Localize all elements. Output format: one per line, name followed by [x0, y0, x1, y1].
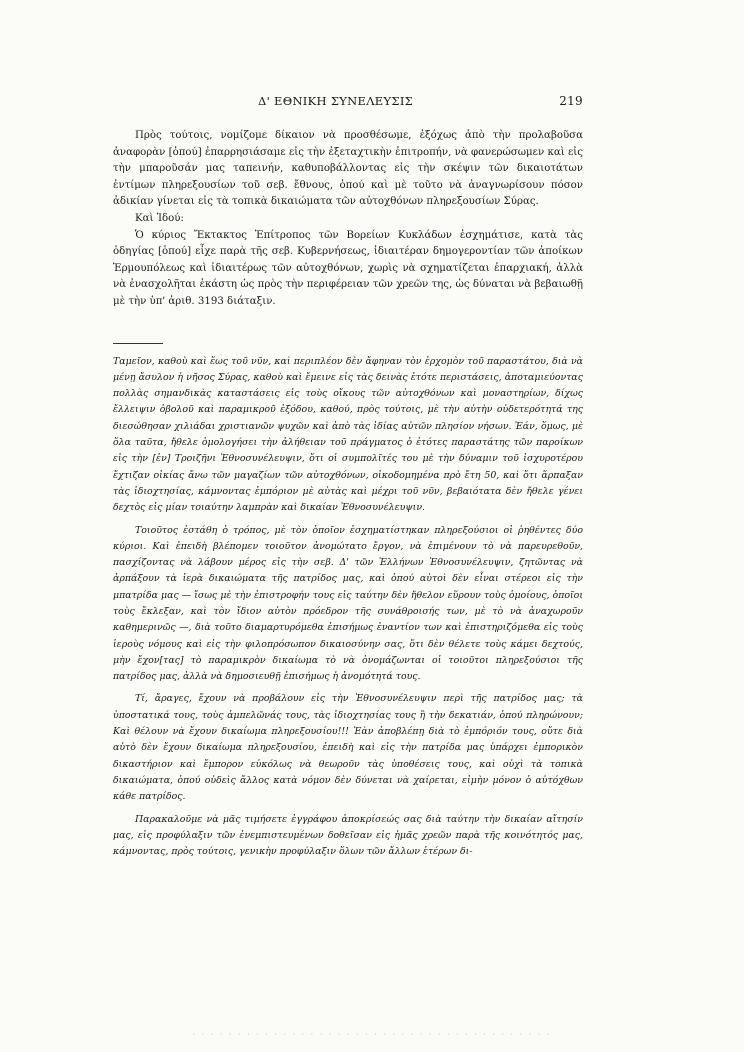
- paragraph: Καὶ Ἰδού:: [135, 212, 184, 224]
- running-title: Δ' ΕΘΝΙΚΗ ΣΥΝΕΛΕΥΣΙΣ: [258, 94, 414, 108]
- paragraph: Ὁ κύριος Ἔκτακτος Ἐπίτροπος τῶν Βορείων Κυκλάδων ἐσχημάτισε, κατὰ τὰς ὁδηγίας [ὁπού] εἶχε παρὰ τῆς σεβ. Κυβερνήσεως, ἰδιαιτέραν δημογεροντίαν τῶν ἀποίκων Ἑρμουπόλεως καὶ ἰδιαιτέρως τῶν αὐτοχθόνων, χωρὶς νὰ σχηματίζεται ἐπαρχιακή, ἀλλὰ νὰ ἐνασχολῆται ἑκάστη ὡς πρὸς τὴν περιφέρειαν τῶν χρεῶν της, ὡς δύναται νὰ βεβαιωθῇ μὲ τὴν ὑπ' ἀριθ. 3193 διάταξιν.: [113, 229, 583, 307]
- scan-edge-dots: · · · · · · · · · · · · · · · · · · · · · · · · · · · · · · · · · · · · · · · ·: [192, 1030, 552, 1039]
- footnote-divider: [113, 343, 163, 344]
- footnote-paragraph: Ταμεῖον, καθοὺ καὶ ἕως τοῦ νῦν, καὶ περιπλέον δὲν ἄφηναν τὸν ἐρχομὸν τοῦ παραστάτου, διὰ νὰ μένῃ ἄσυλον ἡ νῆσος Σύρας, καθοὺ καὶ ἔμεινε εἰς τὰς δεινὰς ἐτότε περιστάσεις, ἀποταμιεύοντας πολλὰς σημανδικὰς καταστάσεις εἰς τοὺς οἴκους τῶν αὐτοχθόνων καὶ μοναστηρίων, δίχως ἔλλειψιν ὀβολοῦ καὶ παραμικροῦ ἐξόδου, καθού, πρὸς τούτοις, μὲ τὴν αὐτὴν οὐδετερότητά της διεσώθησαν χιλιάδαι χριστιανῶν ψυχῶν καὶ ἀπὸ τὰς ἰδίας αὐτῶν πλησίον νήσων. Ἐάν, ὅμως, μὲ ὅλα ταῦτα, ἤθελε ὁμολογήσει τὴν ἀλήθειαν τοῦ πράγματος ὁ ἐτότες παραστάτης τῶν παροίκων εἰς τὴν [ἐν] Τροιζῆνι Ἐθνοσυνέλευψιν, ὅτι οἱ συμπολῖτές του μὲ τὴν δύναμιν τοῦ ἰσχυροτέρου ἔχτιζαν οἰκίας ἄνω τῶν μαγαζίων τῶν αὐτοχθόνων, οἰκοδομημένα πρὸ ἔτη 50, καὶ ὅτι ἅρπαξαν τὰς ἰδιοχτησίας, κάμνοντας ἐμπόριον μὲ αὐτὰς καὶ μέχρι τοῦ νῦν, βεβαιότατα δὲν ἤθελε γένει δεχτὸς εἰς μίαν τοιαύτην λαμπρὰν καὶ δικαίαν Ἐθνοσυνέλευψιν.: [113, 355, 583, 514]
- running-header: [113, 94, 583, 112]
- page: [113, 94, 583, 860]
- footnote-paragraph: Τοιοῦτος ἐστάθη ὁ τρόπος, μὲ τὸν ὁποῖον ἐσχηματίστηκαν πληρεξούσιοι οἱ ῥηθέντες δύο κύριοι. Καὶ ἐπειδὴ βλέπομεν τοιοῦτον ἀνομώτατο ἔργον, νὰ ἐπιμένουν τὸ νὰ παρευρεθοῦν, πασχίζοντας νὰ λάβουν μέρος εἰς τὴν σεβ. Δ' τῶν Ἑλλήνων Ἐθνοσυνέλευψιν, ζητῶντας νὰ ἁρπάξουν τὰ ἱερὰ δικαιώματα τῆς πατρίδος μας, καὶ ὁπού αὐτοὶ δὲν εἶναι στέρεοι εἰς τὴν μπατρίδα μας — ἴσως μὲ τὴν ἐπιστροφήν τους εἰς ταύτην δὲν ἤθελον εὕρουν τοὺς ὁμοίους, ὁποῖοι τοὺς ἔκλεξαν, καὶ τὸν ἴδιον αὐτὸν πρόεδρον τῆς συνάθροισής των, μὲ τὸ νὰ ἀναχωροῦν καθημερινῶς —, διὰ τοῦτο διαμαρτυρόμεθα ἐπισήμως ἐναντίον των καὶ ἐπιστηριζόμεθα εἰς τοὺς ἱεροὺς νόμους καὶ εἰς τὴν φιλοπρόσωπον δικαιοσύνην σας, ὅτι δὲν θέλετε τοὺς κάμει δεχτούς, μὴν ἔχον[τας] τὸ παραμικρὸν δικαίωμα τὸ νὰ ὀνομάζωνται οἱ τοιοῦτοι πληρεξούσιοι τῆς πατρίδος μας, ἀλλὰ νὰ δημοσιευθῇ ἐπισήμως ἡ ἀνομότητά τους.: [113, 524, 583, 683]
- paragraph: Πρὸς τούτοις, νομίζομε δίκαιον νὰ προσθέσωμε, ἐξόχως ἀπὸ τὴν προλαβοῦσα ἀναφορὰν [ὁπού] ἐπαρρησιάσαμε εἰς τὴν ἐξεταχτικὴν ἐπιτροπήν, νὰ φανερώσωμεν καὶ εἰς τὴν μπαροῦσάν μας ταπεινήν, καθυποβάλλοντας εἰς τὴν σκέψιν τῶν δικαιοτάτων ἐντίμων πληρεξουσίων τοῦ σεβ. ἔθνους, ὁπού καὶ μὲ τοῦτο νὰ ἀναγνωρίσουν πόσον ἀδικίαν γίνεται εἰς τὰ τοπικὰ δικαιώματα τῶν αὐτοχθόνων πληρεξουσίων Σύρας.: [113, 130, 583, 208]
- page-number: 219: [559, 94, 583, 108]
- footnote-text: [113, 354, 583, 861]
- footnote-paragraph: Τί, ἄραγες, ἔχουν νὰ προβάλουν εἰς τὴν Ἐθνοσυνέλευψιν περὶ τῆς πατρίδος μας; τὰ ὑποστατικά τους, τοὺς ἀμπελῶνάς τους, τὰς ἰδιοχτησίας τους ἢ τὴν δεκατιάν, ὁπού πληρώνουν; Καὶ θέλουν νὰ ἔχουν δικαίωμα πληρεξουσίου!!! Ἐὰν ἀποβλέπῃ διὰ τὸ ἐμπόριόν τους, οὔτε διὰ αὐτὸ δὲν ἔχουν δικαίωμα πληρεξουσίου, ἐπειδὴ καὶ εἰς τὴν πατρίδα μας ὑπάρχει ἐμπορικὸν δικαστήριον καὶ ἔμπορον εὐκόλως νὰ θεωροῦν τὰς ὑποθέσεις τους, καὶ οὐχὶ τὰ τοπικὰ δικαιώματα, ὁπού οὐδεὶς ἄλλος κατὰ νόμον δὲν δύνεται νὰ χαίρεται, εἰμὴν μόνον ὁ αὐτόχθων κάθε πατρίδος.: [113, 693, 583, 803]
- footnote-paragraph: Παρακαλοῦμε νὰ μᾶς τιμήσετε ἐγγράφου ἀποκρίσεώς σας διὰ ταύτην τὴν δικαίαν αἴτησίν μας, εἰς προφύλαξιν τῶν ἐνεμπιστευμένων δοθεῖσαν εἰς ἡμᾶς χρεῶν παρὰ τῆς κοινότητός μας, κάμνοντας, πρὸς τούτοις, γενικὴν προφύλαξιν ὅλων τῶν ἄλλων ἑτέρων δι-: [113, 813, 583, 858]
- main-text: [113, 128, 583, 311]
